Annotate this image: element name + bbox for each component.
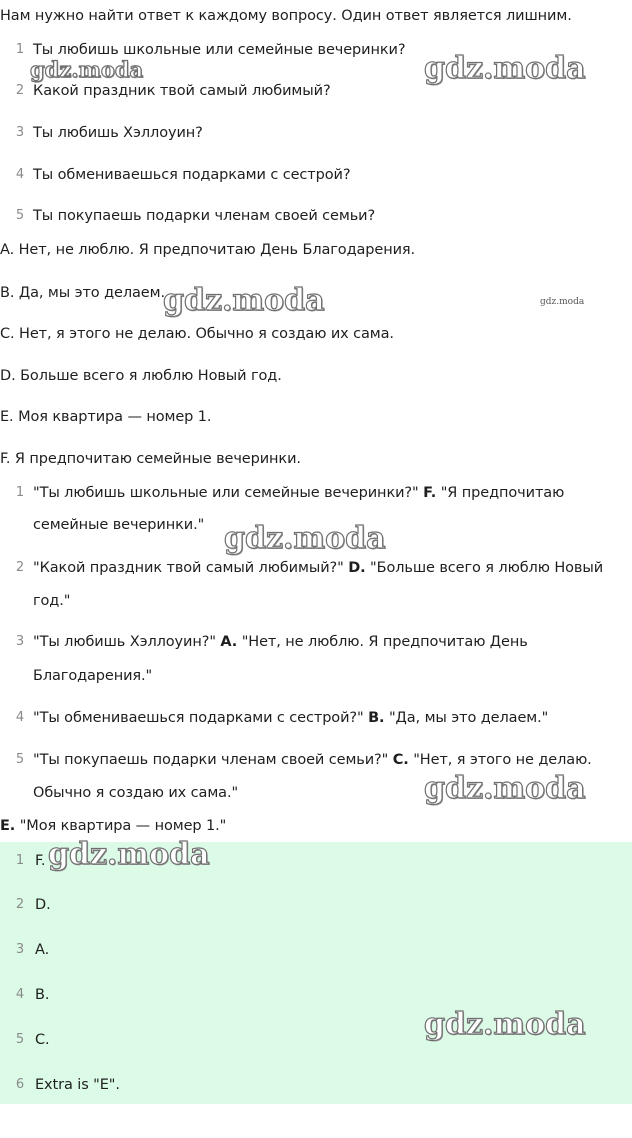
question-text: Ты любишь школьные или семейные вечеринки? [33, 42, 406, 58]
question-number: 3 [15, 125, 24, 140]
watermark: gdz.moda [424, 51, 586, 86]
pair-number: 4 [15, 710, 24, 725]
pair-letter: D. [348, 560, 366, 576]
pair-text-cont: Благодарения." [33, 668, 153, 684]
pair-text-cont: Обычно я создаю их сама." [33, 785, 239, 801]
answer-text: Extra is "E". [35, 1077, 120, 1093]
pair-answer: "Да, мы это делаем." [384, 710, 549, 726]
option-f: F. Я предпочитаю семейные вечеринки. [0, 451, 301, 467]
answer-number: 6 [15, 1077, 24, 1092]
option-a: A. Нет, не люблю. Я предпочитаю День Благодарения. [0, 242, 416, 258]
pair-number: 5 [15, 752, 24, 767]
answer-text: A. [35, 942, 50, 958]
pair-text [33, 632, 528, 652]
answer-text: D. [35, 897, 51, 913]
watermark: gdz.moda [424, 771, 586, 806]
pair-text [33, 750, 592, 770]
pair-text [33, 708, 548, 728]
answer-text: F. [35, 853, 46, 869]
option-e: E. Моя квартира — номер 1. [0, 409, 212, 425]
pair-letter: A. [220, 634, 238, 650]
pair-letter: F. [423, 485, 437, 501]
pair-letter: B. [368, 710, 385, 726]
answer-text: C. [35, 1032, 50, 1048]
question-number: 2 [15, 83, 24, 98]
answer-number: 5 [15, 1032, 24, 1047]
pair-answer: "Нет, я этого не делаю. [408, 752, 592, 768]
pair-letter: C. [392, 752, 409, 768]
answer-number: 2 [15, 897, 24, 912]
watermark: gdz.moda [540, 297, 585, 307]
watermark: gdz.moda [48, 837, 210, 872]
pair-question: "Ты любишь Хэллоуин?" [33, 634, 221, 650]
extra-line [0, 816, 226, 836]
instruction-text: Нам нужно найти ответ к каждому вопросу. Один ответ является лишним. [0, 8, 572, 24]
answer-number: 4 [15, 987, 24, 1002]
question-text: Какой праздник твой самый любимый? [33, 83, 331, 99]
question-text: Ты обмениваешься подарками с сестрой? [33, 167, 351, 183]
pair-answer: "Нет, не люблю. Я предпочитаю День [237, 634, 528, 650]
question-number: 4 [15, 167, 24, 182]
pair-question: "Ты любишь школьные или семейные вечеринки?" [33, 485, 424, 501]
watermark: gdz.moda [163, 283, 325, 318]
pair-answer: "Я предпочитаю [436, 485, 565, 501]
question-text: Ты покупаешь подарки членам своей семьи? [33, 208, 376, 224]
option-d: D. Больше всего я люблю Новый год. [0, 368, 282, 384]
pair-text-cont: семейные вечеринки." [33, 517, 205, 533]
pair-answer: "Больше всего я люблю Новый [365, 560, 604, 576]
pair-question: "Какой праздник твой самый любимый?" [33, 560, 349, 576]
option-b: B. Да, мы это делаем. [0, 285, 165, 301]
extra-text: "Моя квартира — номер 1." [15, 818, 227, 834]
question-text: Ты любишь Хэллоуин? [33, 125, 203, 141]
pair-number: 1 [15, 485, 24, 500]
option-c: C. Нет, я этого не делаю. Обычно я создаю их сама. [0, 326, 394, 342]
pair-number: 2 [15, 560, 24, 575]
watermark: gdz.moda [224, 521, 386, 556]
answer-number: 3 [15, 942, 24, 957]
watermark: gdz.moda [30, 57, 144, 82]
pair-text-cont: год." [33, 593, 71, 609]
pair-question: "Ты покупаешь подарки членам своей семьи?" [33, 752, 393, 768]
extra-letter: E. [0, 818, 16, 834]
pair-question: "Ты обмениваешься подарками с сестрой?" [33, 710, 369, 726]
question-number: 1 [15, 42, 24, 57]
pair-text [33, 558, 603, 578]
pair-text [33, 483, 564, 503]
question-number: 5 [15, 208, 24, 223]
pair-number: 3 [15, 634, 24, 649]
answer-block [0, 842, 632, 1104]
watermark: gdz.moda [424, 1007, 586, 1042]
answer-text: B. [35, 987, 50, 1003]
answer-number: 1 [15, 853, 24, 868]
